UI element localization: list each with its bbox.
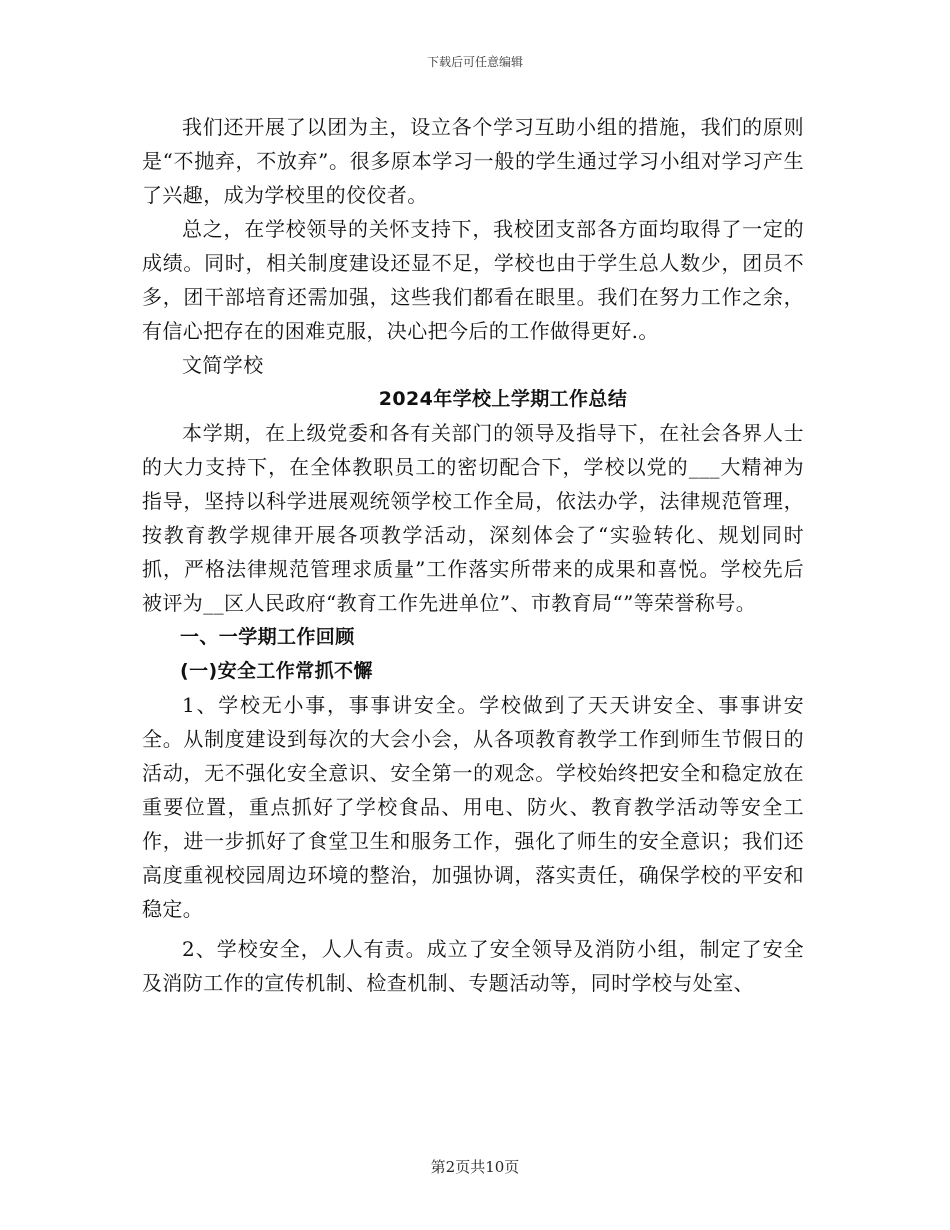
page-header-note: 下载后可任意编辑 (426, 55, 523, 69)
document-body (142, 110, 804, 1000)
section-heading-review: 一、一学期工作回顾 (180, 626, 355, 648)
paragraph-summary: 总之，在学校领导的关怀支持下，我校团支部各方面均取得了一定的成绩。同时，相关制度建设还显不足，学校也由于学生总人数少，团员不多，团干部培育还需加强，这些我们都看在眼里。我们在努力工作之余，有信心把存在的困难克服，决心把今后的工作做得更好.。 (142, 217, 804, 343)
paragraph-safety-2: 2、学校安全，人人有责。成立了安全领导及消防小组，制定了安全及消防工作的宣传机制、检查机制、专题活动等，同时学校与处室、 (142, 937, 804, 995)
subsection-heading-safety: (一)安全工作常抓不懈 (180, 660, 373, 682)
paragraph-safety-1: 1、学校无小事，事事讲安全。学校做到了天天讲安全、事事讲安全。从制度建设到每次的大会小会，从各项教育教学工作到师生节假日的活动，无不强化安全意识、安全第一的观念。学校始终把安全和稳定放在重要位置，重点抓好了学校食品、用电、防火、教育教学活动等安全工作，进一步抓好了食堂卫生和服务工作，强化了师生的安全意识；我们还高度重视校园周边环境的整治，加强协调，落实责任，确保学校的平安和稳定。 (142, 693, 804, 921)
paragraph-study-groups: 我们还开展了以团为主，设立各个学习互助小组的措施，我们的原则是“不抛弃，不放弃”。很多原本学习一般的学生通过学习小组对学习产生了兴趣，成为学校里的佼佼者。 (142, 115, 804, 207)
signature-school: 文简学校 (182, 353, 264, 377)
paragraph-intro: 本学期，在上级党委和各有关部门的领导及指导下，在社会各界人士的大力支持下，在全体教职员工的密切配合下，学校以党的___大精神为指导，坚持以科学进展观统领学校工作全局，依法办学，法律规范管理，按教育教学规律开展各项教学活动，深刻体会了“实验转化、规划同时抓，严格法律规范管理求质量”工作落实所带来的成果和喜悦。学校先后被评为__区人民政府“教育工作先进单位”、市教育局“”等荣誉称号。 (142, 421, 804, 615)
page-number: 第2页共10页 (430, 1158, 520, 1176)
document-title: 2024年学校上学期工作总结 (378, 388, 628, 410)
